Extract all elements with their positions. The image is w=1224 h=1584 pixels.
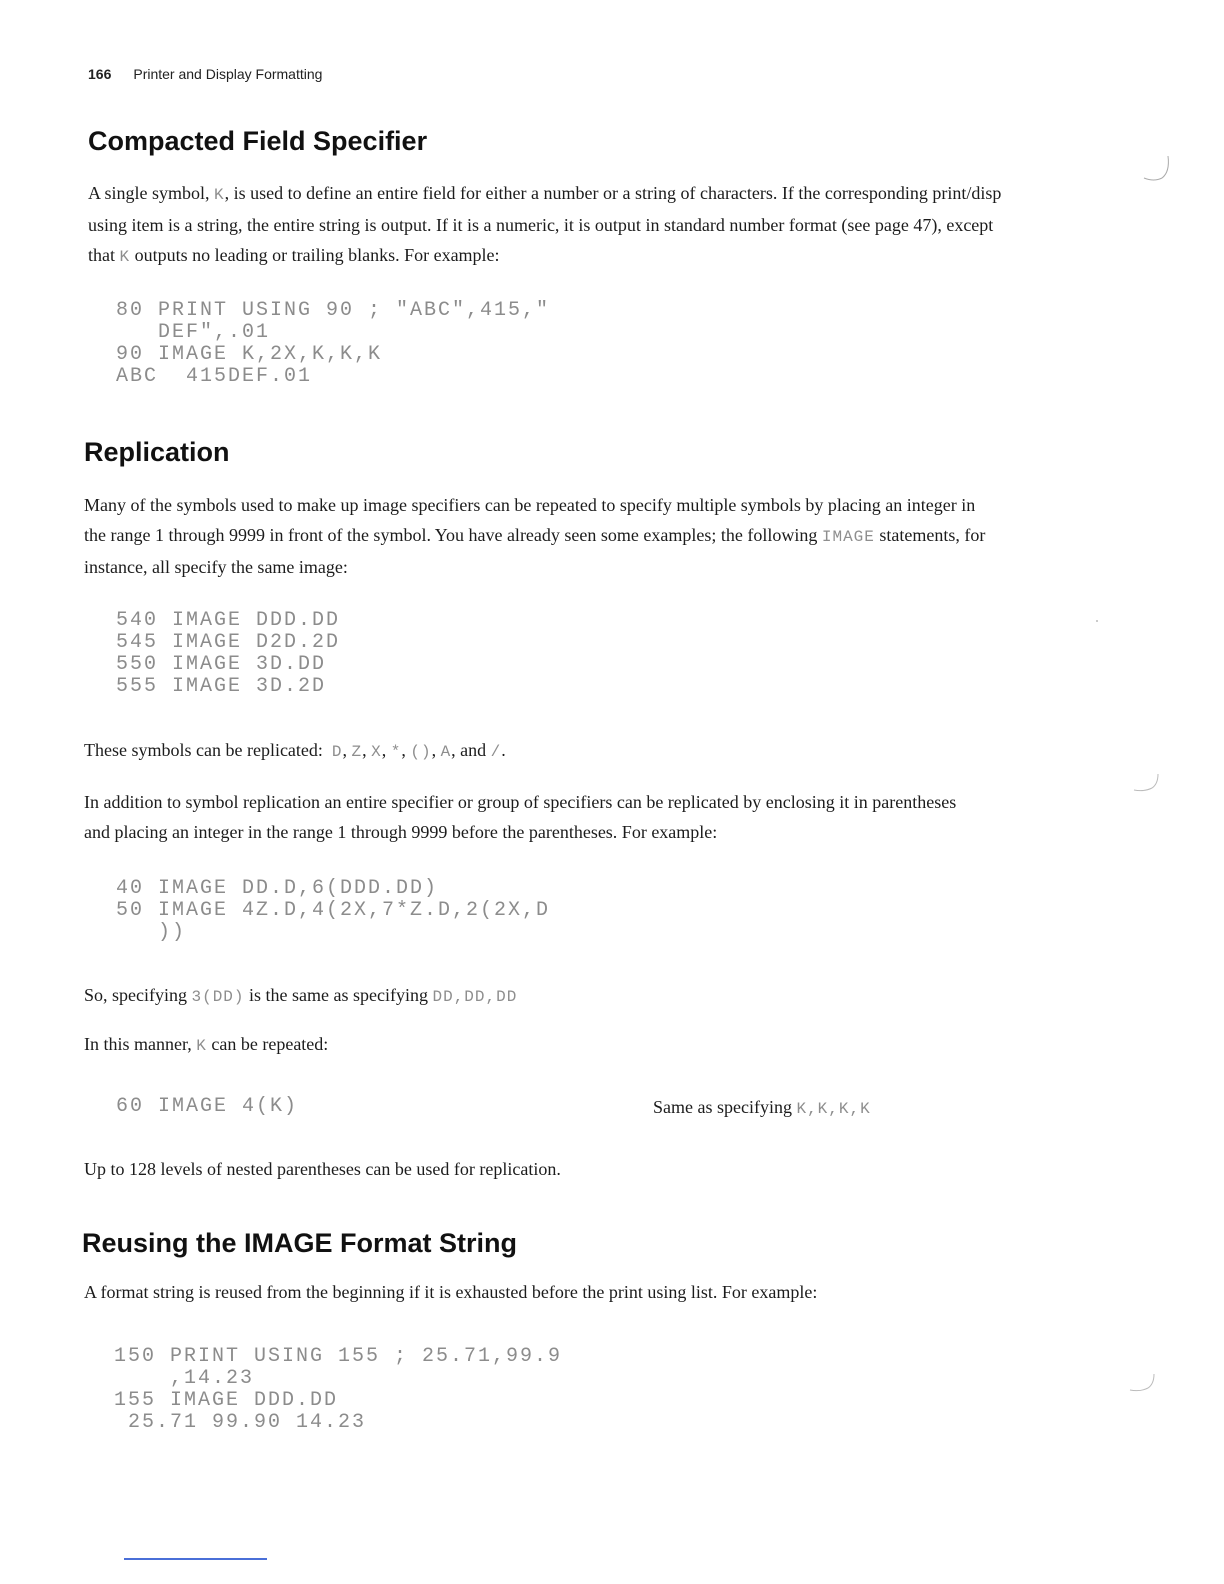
code-line: 50 IMAGE 4Z.D,4(2X,7*Z.D,2(2X,D (116, 899, 551, 922)
code-line: 155 IMAGE DDD.DD (114, 1389, 339, 1412)
text-run: In this manner, (84, 1034, 192, 1054)
code-line: 545 IMAGE D2D.2D (116, 631, 341, 654)
code-line: 150 PRINT USING 155 ; 25.71,99.9 (114, 1345, 563, 1368)
code-line: 90 IMAGE K,2X,K,K,K (116, 343, 383, 366)
symbol-slash: / (490, 743, 502, 761)
paragraph-in-this-manner (84, 1029, 1004, 1061)
margin-scan-mark (1138, 150, 1178, 190)
text-run: can be repeated: (211, 1034, 329, 1054)
text-run: , is used to define an entire field for either a number or a string of characters. If the corresponding print/disp using item is a string, the entire string is output. If it is a numeric, it is output in standard number format (see page 47), except that (88, 183, 1002, 265)
code-line: 555 IMAGE 3D.2D (116, 675, 327, 698)
paragraph-specifier-replication: In addition to symbol replication an entire specifier or group of specifiers can be replicated by enclosing it in parentheses and placing an integer in the range 1 through 9999 before the parentheses. For example: (84, 792, 957, 842)
text-run: and (460, 740, 487, 760)
code-block-reuse (114, 1346, 562, 1434)
text-run: Many of the symbols used to make up image specifiers can be repeated to specify multiple symbols by placing an integer in the range 1 through 9999 in front of the symbol. You have already seen some examples; the following (84, 495, 976, 545)
heading-reusing-image-format: Reusing the IMAGE Format String (82, 1228, 518, 1258)
paragraph-replicable-symbols: These symbols can be replicated: D, Z, X, *, (), A, and /. (84, 740, 506, 761)
margin-scan-mark (1128, 770, 1168, 800)
code-line: 550 IMAGE 3D.DD (116, 653, 327, 676)
inline-mono-k: K (214, 186, 225, 204)
footer-rule (124, 1558, 267, 1560)
inline-mono-k: K (196, 1037, 207, 1055)
text-run: is the same as specifying (249, 985, 428, 1005)
code-line: DEF",.01 (116, 321, 271, 344)
paragraph-compacted (88, 178, 1008, 272)
symbol-x: X (371, 743, 382, 761)
text-run: So, specifying (84, 985, 187, 1005)
code-line: )) (116, 921, 187, 944)
running-header (88, 66, 322, 82)
running-title: Printer and Display Formatting (133, 66, 323, 82)
code-block-compacted (116, 300, 550, 388)
margin-scan-mark (1124, 1370, 1164, 1400)
code-block-replication-1 (116, 610, 340, 698)
symbol-a: A (440, 743, 452, 761)
text-run: A single symbol, (88, 183, 210, 203)
code-line: 540 IMAGE DDD.DD (116, 609, 341, 632)
inline-mono-dd-list: DD,DD,DD (432, 988, 518, 1006)
text-run: Same as specifying (653, 1097, 792, 1117)
paragraph-nested-levels: Up to 128 levels of nested parentheses can be used for replication. (84, 1159, 561, 1179)
text-run: outputs no leading or trailing blanks. For example: (134, 245, 500, 265)
code-line: 40 IMAGE DD.D,6(DDD.DD) (116, 877, 439, 900)
note-same-as-specifying (653, 1092, 953, 1124)
text-run: These symbols can be replicated: (84, 740, 323, 760)
paragraph-replication (84, 490, 999, 582)
symbol-asterisk: * (390, 743, 402, 761)
symbol-parentheses: () (410, 743, 432, 761)
inline-mono-3dd: 3(DD) (191, 988, 245, 1006)
code-line: ABC 415DEF.01 (116, 365, 313, 388)
inline-mono-k: K (119, 248, 131, 266)
heading-replication: Replication (84, 437, 230, 467)
code-line: ,14.23 (114, 1367, 255, 1390)
inline-mono-image: IMAGE (821, 528, 875, 546)
code-block-replication-2 (116, 878, 550, 944)
paragraph-so-specifying (84, 980, 1004, 1012)
symbol-d: D (331, 743, 343, 761)
text-run: statements, for instance, all specify the same image: (84, 525, 986, 577)
heading-compacted-field-specifier: Compacted Field Specifier (88, 126, 428, 156)
inline-mono-k-list: K,K,K,K (796, 1100, 871, 1118)
symbol-z: Z (351, 743, 363, 761)
page-number: 166 (88, 66, 112, 82)
code-line: 80 PRINT USING 90 ; "ABC",415," (116, 299, 551, 322)
code-line-60: 60 IMAGE 4(K) (116, 1095, 299, 1118)
scan-speck (1096, 620, 1098, 622)
code-line: 25.71 99.90 14.23 (114, 1411, 367, 1434)
paragraph-reuse: A format string is reused from the beginning if it is exhausted before the print using list. For example: (84, 1282, 818, 1302)
